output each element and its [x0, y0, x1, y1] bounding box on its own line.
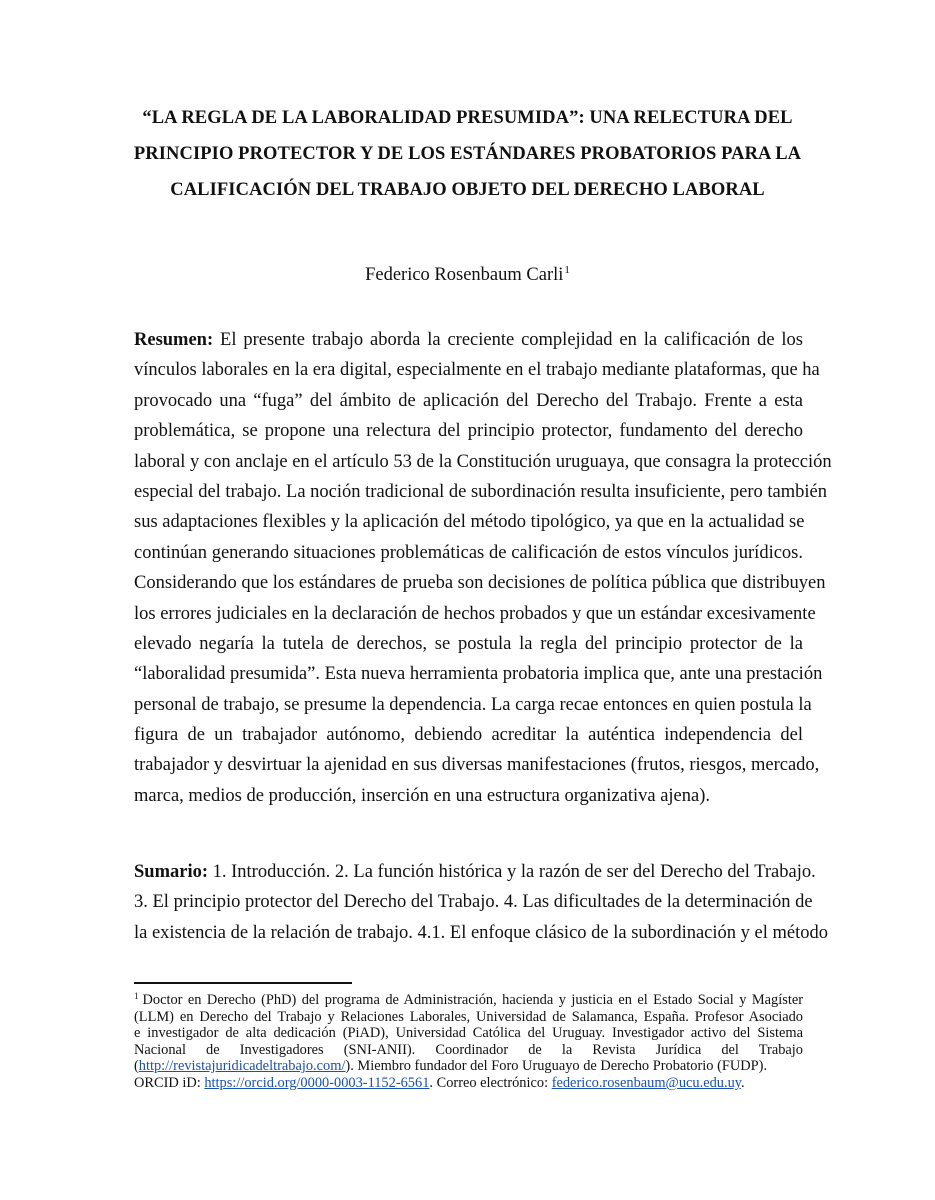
sumario-line: 3. El principio protector del Derecho del Trabajo. 4. Las dificultades de la determinación de: [134, 892, 813, 913]
abstract-line: personal de trabajo, se presume la dependencia. La carga recae entonces en quien postula la: [134, 694, 812, 715]
title-line: PRINCIPIO PROTECTOR Y DE LOS ESTÁNDARES PROBATORIOS PARA LA: [133, 144, 802, 164]
orcid-link[interactable]: https://orcid.org/0000-0003-1152-6561: [204, 1074, 430, 1091]
abstract-line: marca, medios de producción, inserción en una estructura organizativa ajena).: [134, 785, 711, 806]
abstract-line: especial del trabajo. La noción tradicional de subordinación resulta insuficiente, pero también: [134, 481, 827, 502]
footnote-line: $^1$ Doctor en Derecho (PhD) del programa de Administración, hacienda y justicia en el Estado Social y Magíster: [134, 991, 803, 1008]
abstract-line: Resumen: El presente trabajo aborda la creciente complejidad en la calificación de los: [134, 330, 804, 350]
footnote-mark: 1: [134, 991, 139, 1001]
abstract-line: elevado negaría la tutela de derechos, se postula la regla del principio protector de la: [134, 633, 803, 654]
footnote-separator: [134, 982, 352, 984]
abstract-line: “laboralidad presumida”. Esta nueva herramienta probatoria implica que, ante una prestación: [134, 664, 823, 685]
title-line: “LA REGLA DE LA LABORALIDAD PRESUMIDA”: UNA RELECTURA DEL: [142, 108, 793, 128]
abstract-line: problemática, se propone una relectura del principio protector, fundamento del derecho: [134, 421, 803, 442]
paper-title: [100, 100, 835, 208]
abstract-paragraph: [134, 325, 832, 811]
abstract-line: vínculos laborales en la era digital, especialmente en el trabajo mediante plataformas, que ha: [134, 360, 820, 381]
footnote-line: ORCID iD: https://orcid.org/0000-0003-1152-6561. Correo electrónico: federico.rosenbaum@ucu.edu.uy.: [134, 1074, 745, 1091]
sumario-paragraph: [134, 857, 829, 948]
abstract-line: provocado una “fuga” del ámbito de aplicación del Derecho del Trabajo. Frente a esta: [134, 390, 803, 411]
journal-url-link[interactable]: http://revistajuridicadeltrabajo.com/: [138, 1058, 346, 1075]
title-line: CALIFICACIÓN DEL TRABAJO OBJETO DEL DERECHO LABORAL: [170, 180, 765, 200]
abstract-line: los errores judiciales en la declaración de hechos probados y que un estándar excesivamente: [134, 603, 816, 624]
author-footnote-ref[interactable]: 1: [564, 264, 570, 276]
author-name: Federico Rosenbaum Carli: [365, 265, 564, 285]
email-link[interactable]: federico.rosenbaum@ucu.edu.uy: [551, 1074, 742, 1091]
footnote: [134, 992, 803, 1092]
abstract-line: figura de un trabajador autónomo, debiendo acreditar la auténtica independencia del: [134, 725, 803, 746]
footnote-line: Nacional de Investigadores (SNI-ANII). Coordinador de la Revista Jurídica del Trabajo: [134, 1041, 803, 1058]
footnote-line: e investigador de alta dedicación (PiAD), Universidad Católica del Uruguay. Investigador activo del Sistema: [134, 1025, 803, 1042]
abstract-label: Resumen:: [134, 330, 214, 350]
author-line: [0, 262, 935, 288]
abstract-line: continúan generando situaciones problemáticas de calificación de estos vínculos jurídicos.: [134, 542, 803, 563]
footnote-line: (http://revistajuridicadeltrabajo.com/). Miembro fundador del Foro Uruguayo de Derecho Probatorio (FUDP).: [134, 1058, 768, 1075]
abstract-line: laboral y con anclaje en el artículo 53 de la Constitución uruguaya, que consagra la protección: [134, 451, 832, 472]
footnote-line: (LLM) en Derecho del Trabajo y Relaciones Laborales, Universidad de Salamanca, España. Profesor Asociado: [134, 1008, 803, 1025]
abstract-line: sus adaptaciones flexibles y la aplicación del método tipológico, ya que en la actualidad se: [134, 512, 805, 533]
sumario-line: la existencia de la relación de trabajo. 4.1. El enfoque clásico de la subordinación y el método: [134, 922, 829, 943]
abstract-line: trabajador y desvirtuar la ajenidad en sus diversas manifestaciones (frutos, riesgos, mercado,: [134, 755, 820, 776]
sumario-label: Sumario:: [134, 862, 208, 882]
abstract-line: Considerando que los estándares de prueba son decisiones de política pública que distribuyen: [134, 573, 826, 594]
sumario-line: Sumario: 1. Introducción. 2. La función histórica y la razón de ser del Derecho del Trabajo.: [134, 862, 816, 882]
